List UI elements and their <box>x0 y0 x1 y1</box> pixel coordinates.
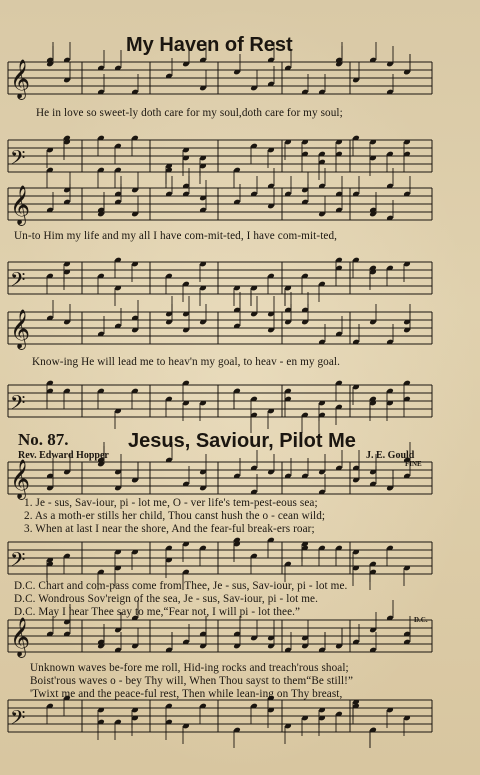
lyric-line: Know-ing He will lead me to heav'n my goal, to heav - en my goal. <box>32 356 341 368</box>
music-staff <box>8 262 432 296</box>
treble-clef-icon: 𝄞 <box>10 309 31 349</box>
bass-clef-icon: 𝄢 <box>10 146 26 174</box>
verse-line-2: Boist'rous waves o - bey Thy will, When Thou sayst to them“Be still!” <box>30 675 354 687</box>
music-staff <box>8 542 432 576</box>
lyric-line: Un-to Him my life and my all I have com-mit-ted, I have com-mit-ted, <box>14 230 338 242</box>
fine-marker: FINE <box>405 460 422 468</box>
music-staff <box>8 185 432 226</box>
music-staff <box>8 385 432 419</box>
verse-line: 1. Je - sus, Sav-iour, pi - lot me, O - ver life's tem-pest-eous sea; <box>24 497 318 509</box>
dc-line: D.C. May I hear Thee say to me,“Fear not, I will pi - lot thee.” <box>14 606 301 618</box>
dc-line: D.C. Chart and com-pass come from Thee, Je - sus, Sav-iour, pi - lot me. <box>14 580 348 592</box>
lyric-line: He in love so sweet-ly doth care for my soul,doth care for my soul; <box>36 107 343 119</box>
song-title-pilot: Jesus, Saviour, Pilot Me <box>128 430 356 452</box>
bass-clef-icon: 𝄢 <box>10 391 26 419</box>
bass-clef-icon: 𝄢 <box>10 706 26 734</box>
bass-clef-icon: 𝄢 <box>10 548 26 576</box>
music-staff <box>8 59 432 100</box>
verse-line: 3. When at last I near the shore, And the fear-ful break-ers roar; <box>24 523 315 535</box>
treble-clef-icon: 𝄞 <box>10 185 31 225</box>
music-staff <box>8 700 432 734</box>
composer-credit: J. E. Gould <box>366 450 415 461</box>
bass-clef-icon: 𝄢 <box>10 268 26 296</box>
music-staff <box>8 617 432 658</box>
music-staff <box>8 309 432 350</box>
dc-line: D.C. Wondrous Sov'reign of the sea, Je - sus, Sav-iour, pi - lot me. <box>14 593 319 605</box>
hymn-number: No. 87. <box>18 430 69 449</box>
verse-line-2: 'Twixt me and the peace-ful rest, Then while lean-ing on Thy breast, <box>30 688 343 700</box>
treble-clef-icon: 𝄞 <box>10 459 31 499</box>
author-credit: Rev. Edward Hopper <box>18 450 109 461</box>
song-title-haven: My Haven of Rest <box>126 34 293 56</box>
verse-line-2: Unknown waves be-fore me roll, Hid-ing rocks and treach'rous shoal; <box>30 662 349 674</box>
dc-marker: D.C. <box>414 616 428 624</box>
verse-line: 2. As a moth-er stills her child, Thou canst hush the o - cean wild; <box>24 510 326 522</box>
music-staff <box>8 459 432 500</box>
treble-clef-icon: 𝄞 <box>10 59 31 99</box>
music-staff <box>8 140 432 174</box>
treble-clef-icon: 𝄞 <box>10 617 31 657</box>
